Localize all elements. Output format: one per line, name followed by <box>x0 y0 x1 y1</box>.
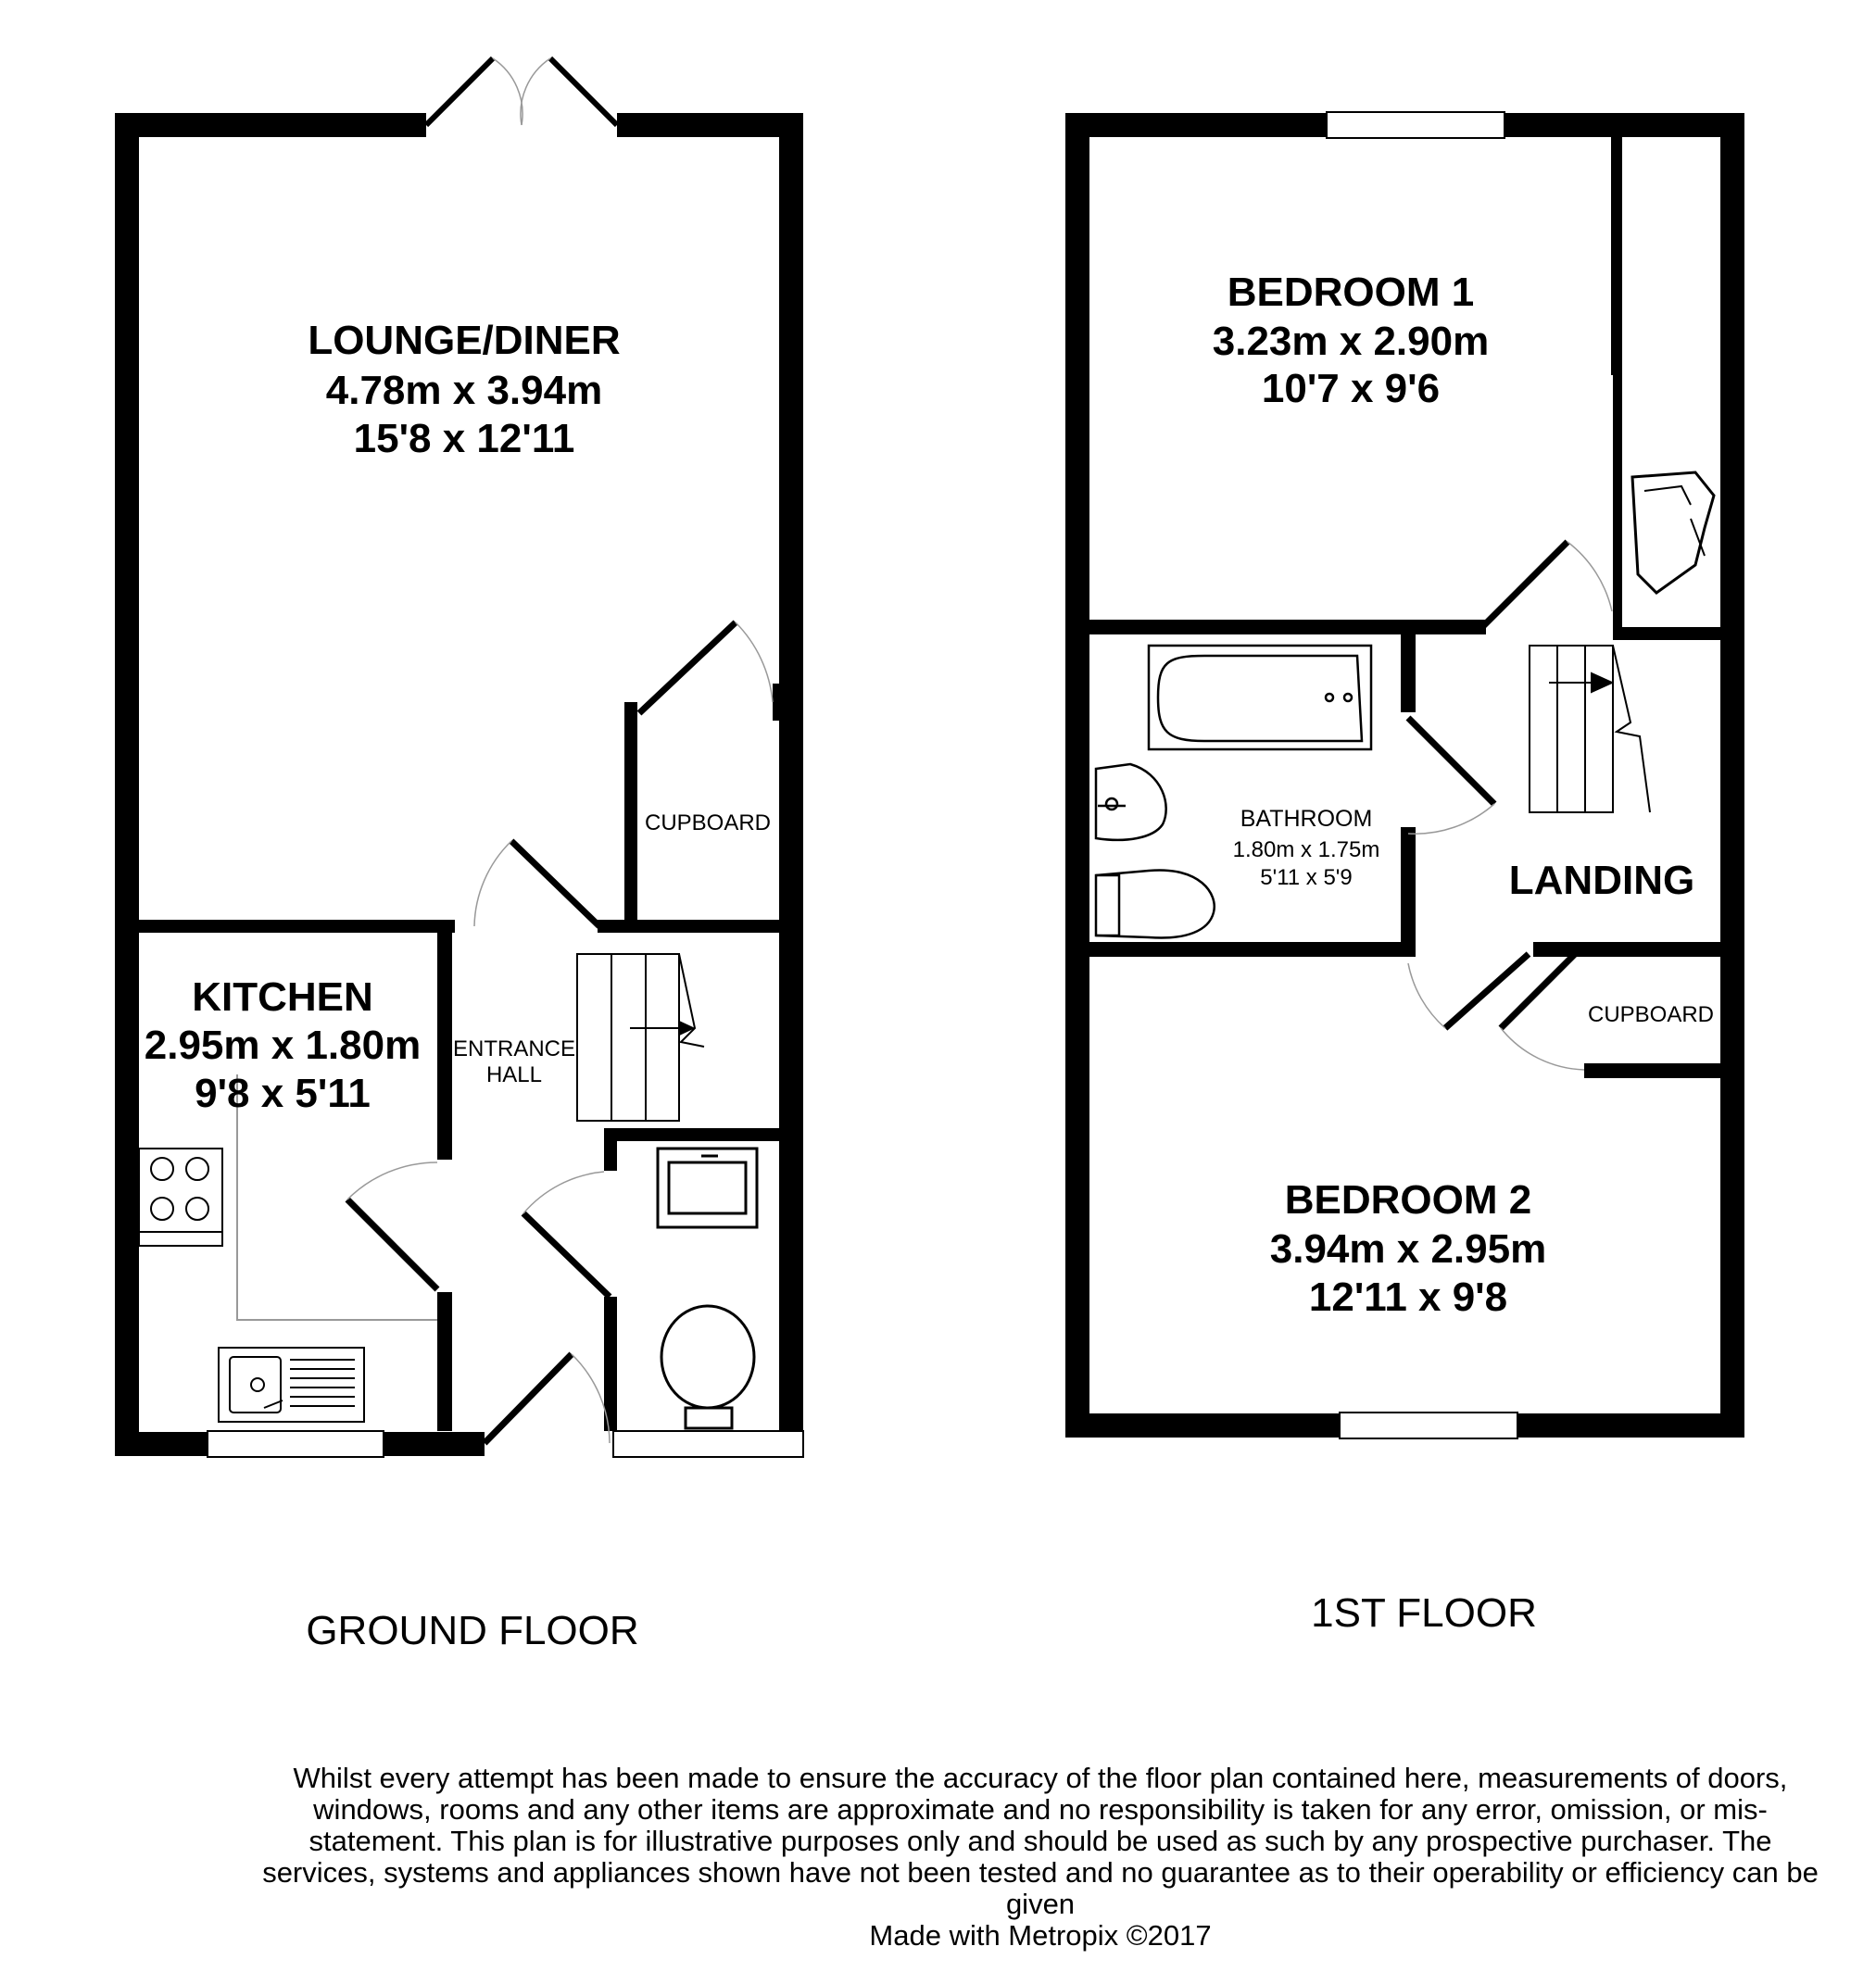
bedroom2-imperial: 12'11 x 9'8 <box>1308 1275 1508 1320</box>
bedroom1-imperial: 10'7 x 9'6 <box>1261 366 1441 411</box>
ground-floor-label: GROUND FLOOR <box>306 1608 639 1653</box>
metropix-credit: Made with Metropix ©2017 <box>869 1919 1212 1952</box>
lounge-imperial: 15'8 x 12'11 <box>353 416 575 461</box>
first-floor-stairs <box>1530 646 1650 812</box>
kitchen-name: KITCHEN <box>192 974 373 1020</box>
first-cupboard-label: CUPBOARD <box>1587 1002 1715 1027</box>
ground-floor-windows <box>208 1431 803 1457</box>
disclaimer-text: Whilst every attempt has been made to ensure the accuracy of the floor plan contained here, measurements of doors, windows, rooms and any other items are approximate and no responsibility is taken for any error, omission, or mis-statement. This plan is for illustrative purposes only and should be used as such by any prospective purchaser. The services, systems and appliances shown have not been tested and no guarantee as to their operability or efficiency can be given <box>262 1762 1819 1920</box>
ground-cupboard-label: CUPBOARD <box>644 810 772 835</box>
bedroom1-wardrobe <box>1612 137 1714 620</box>
first-floor-plan <box>1065 112 1744 1438</box>
bathroom-imperial: 5'11 x 5'9 <box>1260 865 1353 890</box>
lounge-name: LOUNGE/DINER <box>308 318 621 363</box>
lounge-metric: 4.78m x 3.94m <box>325 368 603 413</box>
bathroom-metric: 1.80m x 1.75m <box>1232 837 1380 862</box>
kitchen-imperial: 9'8 x 5'11 <box>195 1071 371 1116</box>
first-floor-label: 1ST FLOOR <box>1311 1590 1537 1636</box>
ground-floor-walls <box>115 113 803 1456</box>
ground-floor-stairs <box>577 954 704 1121</box>
kitchen-metric: 2.95m x 1.80m <box>144 1023 422 1068</box>
bathroom-fittings <box>1096 646 1371 938</box>
bedroom1-name: BEDROOM 1 <box>1227 270 1475 315</box>
bedroom2-metric: 3.94m x 2.95m <box>1269 1226 1547 1272</box>
bedroom1-metric: 3.23m x 2.90m <box>1212 319 1490 364</box>
disclaimer <box>259 1763 1821 1952</box>
bathroom-name: BATHROOM <box>1240 806 1373 832</box>
hall-label-line1: ENTRANCE <box>452 1036 576 1061</box>
bedroom2-name: BEDROOM 2 <box>1284 1177 1532 1223</box>
wc-fittings <box>658 1149 757 1428</box>
hall-label-line2: HALL <box>485 1062 543 1087</box>
landing-label: LANDING <box>1508 858 1695 903</box>
ground-floor-doors <box>347 58 773 1443</box>
ground-floor-plan <box>115 58 803 1457</box>
